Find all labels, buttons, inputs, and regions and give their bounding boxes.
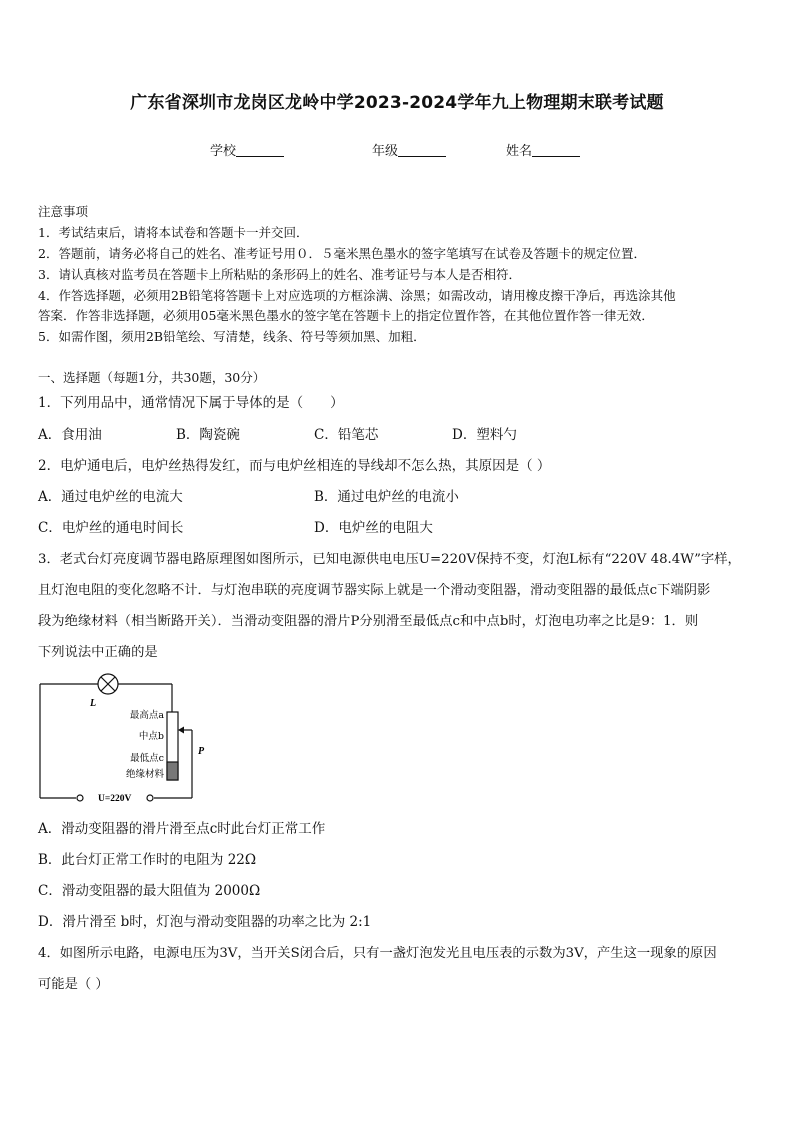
grade-blank	[398, 143, 446, 157]
notice-item: 5．如需作图，须用2B铅笔绘、写清楚，线条、符号等须加黑、加粗．	[38, 329, 426, 344]
insulator-label: 绝缘材料	[125, 769, 164, 780]
question-4-stem-line: 4．如图所示电路，电源电压为3V，当开关S闭合后，只有一盏灯泡发光且电压表的示数为3V，产生这一现象的原因	[38, 946, 717, 961]
question-4-stem-line: 可能是（ ）	[38, 977, 109, 992]
question-2-stem: 2．电炉通电后，电炉丝热得发红，而与电炉丝相连的导线却不怎么热，其原因是（ ）	[38, 458, 551, 474]
section-heading: 一、选择题（每题1分，共30题，30分）	[38, 370, 266, 385]
slider-label: P	[198, 746, 205, 757]
school-field	[210, 140, 284, 159]
grade-field	[372, 140, 446, 159]
notice-heading: 注意事项	[38, 204, 89, 219]
question-3-circuit-diagram	[36, 668, 216, 808]
notice-item: 2．答题前，请务必将自己的姓名、准考证号用０．５毫米黑色墨水的签字笔填写在试卷及答题卡的规定位置．	[38, 246, 646, 261]
question-1-option-c: C．铅笔芯	[314, 427, 379, 443]
point-a-label: 最高点a	[129, 710, 164, 721]
insulator-shading	[167, 762, 178, 780]
school-label: 学校	[210, 144, 237, 159]
question-1-option-b: B．陶瓷碗	[176, 427, 240, 443]
question-1-option-a: A．食用油	[38, 427, 102, 443]
question-3-stem-line: 3．老式台灯亮度调节器电路原理图如图所示，已知电源供电电压U=220V保持不变，灯泡L标有“220V 48.4W”字样，	[38, 552, 741, 567]
school-blank	[236, 143, 284, 157]
question-2-option-d: D．电炉丝的电阻大	[314, 520, 433, 536]
point-c-label: 最低点c	[130, 753, 164, 764]
terminal-icon	[147, 795, 153, 801]
point-b-label: 中点b	[138, 731, 164, 742]
question-3-option-a: A．滑动变阻器的滑片滑至点c时此台灯正常工作	[38, 821, 326, 837]
voltage-label: U=220V	[98, 794, 132, 804]
question-1-option-d: D．塑料勺	[452, 427, 517, 443]
name-field	[506, 140, 580, 159]
notice-item: 答案．作答非选择题，必须用05毫米黑色墨水的签字笔在答题卡上的指定位置作答，在其他位置作答一律无效．	[38, 308, 654, 323]
question-3-stem-line: 下列说法中正确的是	[38, 645, 158, 660]
grade-label: 年级	[372, 144, 399, 159]
lamp-label: L	[90, 698, 97, 709]
question-1-stem: 1．下列用品中，通常情况下属于导体的是（ ）	[38, 395, 344, 411]
slider-arrow-icon	[178, 727, 184, 734]
question-2-option-b: B．通过电炉丝的电流小	[314, 489, 459, 505]
question-2-option-a: A．通过电炉丝的电流大	[38, 489, 183, 505]
question-3-option-d: D．滑片滑至 b时，灯泡与滑动变阻器的功率之比为 2:1	[38, 914, 372, 930]
question-3-stem-line: 且灯泡电阻的变化忽略不计．与灯泡串联的亮度调节器实际上就是一个滑动变阻器，滑动变阻器的最低点c下端阴影	[38, 583, 711, 598]
question-3-option-c: C．滑动变阻器的最大阻值为 2000Ω	[38, 883, 261, 899]
name-blank	[532, 143, 580, 157]
terminal-icon	[77, 795, 83, 801]
name-label: 姓名	[506, 144, 533, 159]
question-2-option-c: C．电炉丝的通电时间长	[38, 520, 184, 536]
notice-item: 4．作答选择题，必须用2B铅笔将答题卡上对应选项的方框涂满、涂黑；如需改动，请用橡皮擦干净后，再选涂其他	[38, 288, 676, 303]
question-3-stem-line: 段为绝缘材料（相当断路开关）．当滑动变阻器的滑片P分别滑至最低点c和中点b时，灯泡电功率之比是9：1．则	[38, 614, 699, 629]
lamp-icon	[98, 674, 118, 694]
page-title: 广东省深圳市龙岗区龙岭中学2023-2024学年九上物理期末联考试题	[130, 93, 664, 113]
question-3-option-b: B．此台灯正常工作时的电阻为 22Ω	[38, 852, 257, 868]
notice-item: 1．考试结束后，请将本试卷和答题卡一并交回．	[38, 225, 309, 240]
notice-item: 3．请认真核对监考员在答题卡上所粘贴的条形码上的姓名、准考证号与本人是否相符．	[38, 267, 521, 282]
